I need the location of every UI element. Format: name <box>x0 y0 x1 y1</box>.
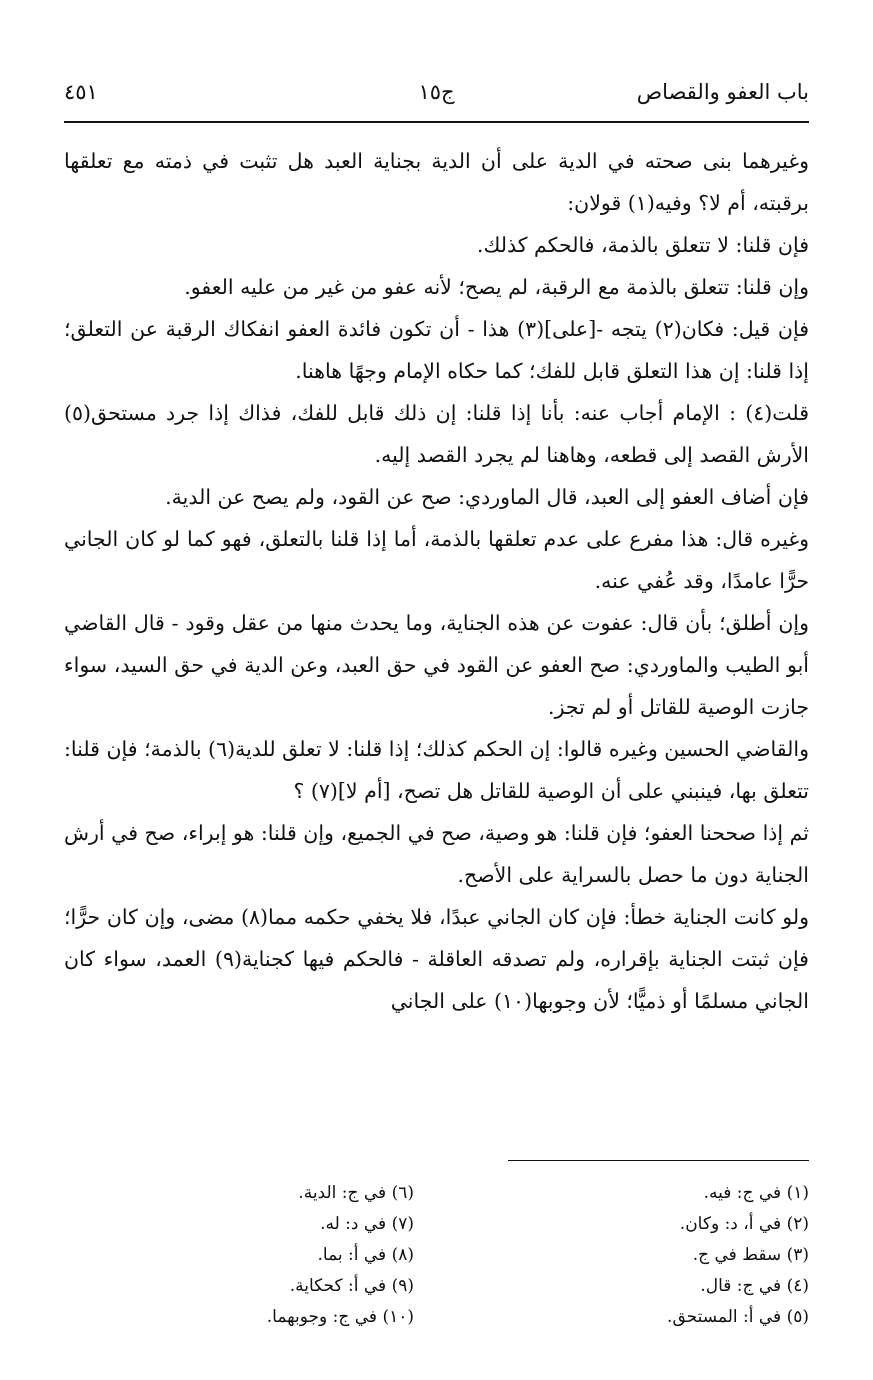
paragraph: وغيرهما بنى صحته في الدية على أن الدية بجناية العبد هل تثبت في ذمته مع تعلقها برقبته، أم لا؟ وفيه(١) قولان: <box>64 149 809 215</box>
footnote: (٣) سقط في ج. <box>692 1245 809 1265</box>
page-number: ٤٥١ <box>64 80 98 104</box>
footnote: (٥) في أ: المستحق. <box>667 1307 809 1327</box>
volume-label: ج١٥ <box>418 80 455 104</box>
footnote: (١) في ج: فيه. <box>703 1183 809 1203</box>
paragraph: فإن قيل: فكان(٢) يتجه -[على](٣) هذا - أن تكون فائدة العفو انفكاك الرقبة عن التعلق؛ إذا قلنا: إن هذا التعلق قابل للفك؛ كما حكاه الإمام وجهًا هاهنا. <box>64 317 809 383</box>
header-rule <box>64 121 809 123</box>
paragraph: قلت(٤) : الإمام أجاب عنه: بأنا إذا قلنا: إن ذلك قابل للفك، فذاك إذا جرد مستحق(٥) الأرش القصد إلى قطعه، وهاهنا لم يجرد القصد إليه. <box>64 401 809 467</box>
footnote-rule <box>508 1160 809 1161</box>
footnote: (٢) في أ، د: وكان. <box>679 1214 809 1234</box>
paragraph: والقاضي الحسين وغيره قالوا: إن الحكم كذلك؛ إذا قلنا: لا تعلق للدية(٦) بالذمة؛ فإن قلنا: تتعلق بها، فينبني على أن الوصية للقاتل هل تصح، [أم لا](٧) ؟ <box>64 737 809 803</box>
footnote: (٦) في ج: الدية. <box>298 1183 414 1203</box>
paragraph: فإن أضاف العفو إلى العبد، قال الماوردي: صح عن القود، ولم يصح عن الدية. <box>165 485 809 509</box>
paragraph: ولو كانت الجناية خطأ: فإن كان الجاني عبدًا، فلا يخفي حكمه مما(٨) مضى، وإن كان حرًّا؛ فإن ثبتت الجناية بإقراره، ولم تصدقه العاقلة - فالحكم فيها كجناية(٩) العمد، سواء كان الجاني مسلمًا أو ذميًّا؛ لأن وجوبها(١٠) على الجاني <box>64 905 810 1013</box>
running-header <box>64 72 809 112</box>
main-text <box>64 140 809 1022</box>
footnotes-column-right <box>459 1178 809 1333</box>
footnote: (٧) في د: له. <box>320 1214 414 1234</box>
paragraph: وإن أطلق؛ بأن قال: عفوت عن هذه الجناية، وما يحدث منها من عقل وقود - قال القاضي أبو الطيب والماوردي: صح العفو عن القود في حق العبد، وعن الدية في حق السيد، سواء جازت الوصية للقاتل أو لم تجز. <box>64 611 809 719</box>
footnote: (٩) في أ: كحكاية. <box>289 1276 414 1296</box>
footnote: (١٠) في ج: وجوبهما. <box>266 1307 414 1327</box>
chapter-title: باب العفو والقصاص <box>636 80 809 104</box>
paragraph: وغيره قال: هذا مفرع على عدم تعلقها بالذمة، أما إذا قلنا بالتعلق، فهو كما لو كان الجاني حرًّا عامدًا، وقد عُفي عنه. <box>64 527 809 593</box>
footnotes-column-left <box>64 1178 414 1333</box>
paragraph: ثم إذا صححنا العفو؛ فإن قلنا: هو وصية، صح في الجميع، وإن قلنا: هو إبراء، صح في أرش الجناية دون ما حصل بالسراية على الأصح. <box>64 821 809 887</box>
footnote: (٤) في ج: قال. <box>700 1276 809 1296</box>
paragraph: وإن قلنا: تتعلق بالذمة مع الرقبة، لم يصح؛ لأنه عفو من غير من عليه العفو. <box>184 275 809 299</box>
footnote: (٨) في أ: بما. <box>317 1245 414 1265</box>
paragraph: فإن قلنا: لا تتعلق بالذمة، فالحكم كذلك. <box>476 233 809 257</box>
